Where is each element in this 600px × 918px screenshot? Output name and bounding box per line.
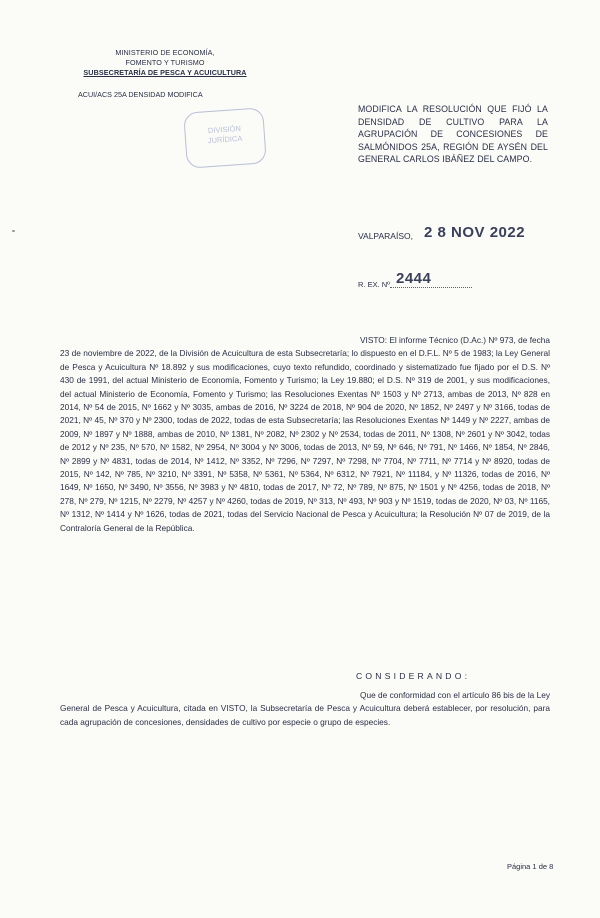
legal-division-stamp bbox=[183, 107, 267, 168]
considerando-paragraph-1 bbox=[60, 689, 550, 729]
ministry-line-2: FOMENTO Y TURISMO bbox=[125, 58, 205, 67]
stamp-line-2: JURÍDICA bbox=[207, 133, 243, 146]
subsecretaria-line: SUBSECRETARÍA DE PESCA Y ACUICULTURA bbox=[83, 68, 247, 77]
considerando-heading: CONSIDERANDO: bbox=[356, 671, 471, 681]
ministry-line-1: MINISTERIO DE ECONOMÍA, bbox=[115, 48, 215, 57]
para1-text: Que de conformidad con el artículo 86 bis de la Ley General de Pesca y Acuicultura, citada en VISTO, la Subsecretaría de Pesca y Acuicultura deberá establecer, por resolución, para cada agrupación de concesiones, densidades de cultivo por especie o grupo de especies. bbox=[60, 690, 550, 727]
reference-code: ACUI/ACS 25A DENSIDAD MODIFICA bbox=[78, 90, 203, 99]
rex-number: 2444 bbox=[396, 270, 432, 287]
page-number: Página 1 de 8 bbox=[507, 862, 554, 871]
resolution-title: MODIFICA LA RESOLUCIÓN QUE FIJÓ LA DENSIDAD DE CULTIVO PARA LA AGRUPACIÓN DE CONCESIONES DE SALMÓNIDOS 25A, REGIÓN DE AYSÉN DEL GENERAL CARLOS IBÁÑEZ DEL CAMPO. bbox=[358, 104, 548, 165]
rex-underline bbox=[390, 287, 472, 288]
ministry-header bbox=[70, 48, 260, 78]
visto-paragraph bbox=[60, 334, 550, 535]
rex-label: R. EX. Nº bbox=[358, 280, 390, 289]
scan-speck bbox=[12, 230, 15, 232]
visto-text: VISTO: El informe Técnico (D.Ac.) Nº 973, de fecha 23 de noviembre de 2022, de la División de Acuicultura de esta Subsecretaría; lo dispuesto en el D.F.L. Nº 5 de 1983; la Ley General de Pesca y Acuicultura Nº 18.892 y sus modificaciones, cuyo texto refundido, coordinado y sistematizado fue fijado por el D.S. Nº 430 de 1991, del actual Ministerio de Economía, Fomento y Turismo; la Ley 19.880; el D.S. Nº 319 de 2001, y sus modificaciones, del actual Ministerio de Economía, Fomento y Turismo; las Resoluciones Exentas Nº 1503 y Nº 2713, ambas de 2013, Nº 828 en 2014, Nº 54 de 2015, Nº 1662 y Nº 3035, ambas de 2016, Nº 3224 de 2018, Nº 904 de 2020, Nº 1852, Nº 2497 y Nº 3166, todas de 2021, Nº 45, Nº 370 y Nº 2300, todas de 2022, todas de esta Subsecretaría; las Resoluciones Exentas Nº 1449 y Nº 2227, ambas de 2009, Nº 1897 y Nº 1888, ambas de 2010, Nº 1381, Nº 2082, Nº 2302 y Nº 2534, todas de 2011, Nº 1308, Nº 2601 y Nº 3042, todas de 2012 y Nº 235, Nº 570, Nº 1582, Nº 2954, Nº 3004 y Nº 3006, todas de 2013, Nº 59, Nº 646, Nº 791, Nº 1466, Nº 1854, Nº 2846, Nº 2899 y Nº 4831, todas de 2014, Nº 1412, Nº 3352, Nº 7296, Nº 7297, Nº 7298, Nº 7704, Nº 7711, Nº 7714 y Nº 8920, todas de 2015, Nº 142, Nº 785, Nº 3210, Nº 3391, Nº 5358, Nº 5361, Nº 5364, Nº 6312, Nº 7921, Nº 11184, y Nº 11326, todas de 2016, Nº 1649, Nº 1650, Nº 3490, Nº 3556, Nº 3983 y Nº 4810, todas de 2017, Nº 72, Nº 789, Nº 875, Nº 1501 y Nº 4256, todas de 2018, Nº 278, Nº 279, Nº 1215, Nº 2279, Nº 4257 y Nº 4260, todas de 2019, Nº 313, Nº 493, Nº 903 y Nº 1519, todas de 2020, Nº 03, Nº 1165, Nº 1312, Nº 1414 y Nº 1626, todas de 2021, todas del Servicio Nacional de Pesca y Acuicultura; la Resolución Nº 07 de 2019, de la Contraloría General de la República. bbox=[60, 335, 550, 533]
date-stamp: 2 8 NOV 2022 bbox=[424, 224, 526, 241]
place-label: VALPARAÍSO, bbox=[358, 231, 413, 241]
stamp-line-1: DIVISIÓN bbox=[207, 123, 242, 136]
